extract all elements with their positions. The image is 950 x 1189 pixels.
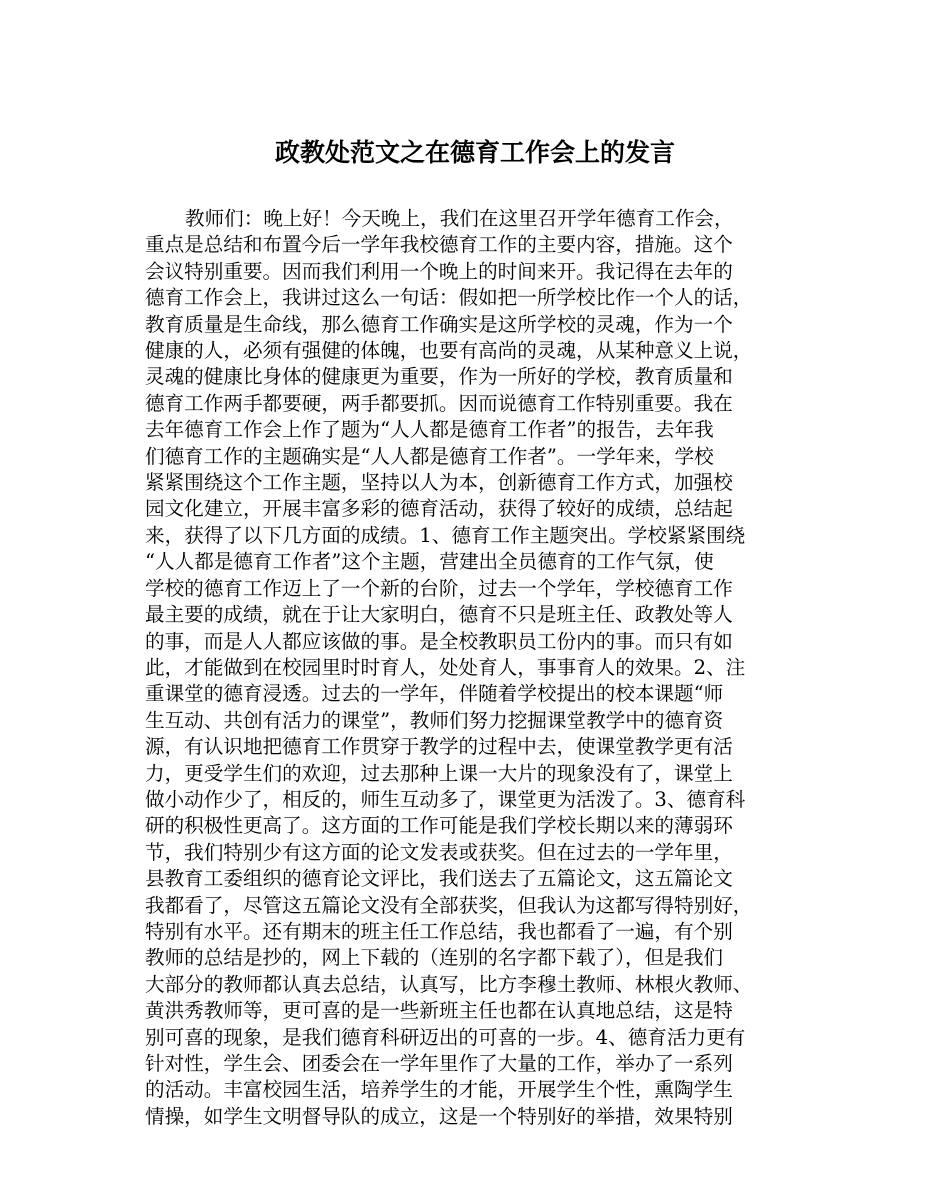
paragraph-line: 紧紧围绕这个工作主题，坚持以人为本，创新德育工作方式，加强校: [145, 471, 733, 495]
paragraph-line: 的活动。丰富校园生活，培养学生的才能，开展学生个性，熏陶学生: [145, 1078, 733, 1102]
paragraph-line: 重课堂的德育浸透。过去的一学年，伴随着学校提出的校本课题“师: [145, 682, 724, 706]
paragraph-line: 源，有认识地把德育工作贯穿于教学的过程中去，使课堂教学更有活: [145, 735, 733, 759]
paragraph-line: 此，才能做到在校园里时时育人，处处育人，事事育人的效果。2、注: [145, 655, 746, 679]
paragraph-line: 特别有水平。还有期末的班主任工作总结，我也都看了一遍，有个别: [145, 919, 733, 943]
paragraph-line: 灵魂的健康比身体的健康更为重要，作为一所好的学校，教育质量和: [145, 365, 733, 389]
paragraph-line: 黄洪秀教师等，更可喜的是一些新班主任也都在认真地总结，这是特: [145, 999, 733, 1023]
paragraph-line: 县教育工委组织的德育论文评比，我们送去了五篇论文，这五篇论文: [145, 867, 733, 891]
paragraph-line: 情操，如学生文明督导队的成立，这是一个特别好的举措，效果特别: [145, 1104, 733, 1128]
paragraph-line: 的事，而是人人都应该做的事。是全校教职员工份内的事。而只有如: [145, 629, 733, 653]
paragraph-line: 德育工作会上，我讲过这么一句话：假如把一所学校比作一个人的话，: [145, 286, 753, 310]
paragraph-line: 教育质量是生命线，那么德育工作确实是这所学校的灵魂，作为一个: [145, 312, 733, 336]
paragraph-line: 力，更受学生们的欢迎，过去那种上课一大片的现象没有了，课堂上: [145, 761, 733, 785]
paragraph-line: 节，我们特别少有这方面的论文发表或获奖。但在过去的一学年里，: [145, 840, 733, 864]
paragraph-line: 生互动、共创有活力的课堂”，教师们努力挖掘课堂教学中的德育资: [145, 708, 724, 732]
paragraph-line: 来，获得了以下几方面的成绩。1、德育工作主题突出。学校紧紧围绕: [145, 523, 746, 547]
paragraph-line: 学校的德育工作迈上了一个新的台阶，过去一个学年，学校德育工作: [145, 576, 733, 600]
paragraph-line: 德育工作两手都要硬，两手都要抓。因而说德育工作特别重要。我在: [145, 391, 733, 415]
paragraph-line: 园文化建立，开展丰富多彩的德育活动，获得了较好的成绩，总结起: [145, 497, 733, 521]
paragraph-line: 研的积极性更高了。这方面的工作可能是我们学校长期以来的薄弱环: [145, 814, 733, 838]
paragraph-line: 会议特别重要。因而我们利用一个晚上的时间来开。我记得在去年的: [145, 259, 733, 283]
paragraph-line: 教师们：晚上好！今天晚上，我们在这里召开学年德育工作会，: [185, 207, 734, 230]
paragraph-line: 教师的总结是抄的，网上下载的（连别的名字都下载了），但是我们: [145, 946, 724, 970]
paragraph-line: 做小动作少了，相反的，师生互动多了，课堂更为活泼了。3、德育科: [145, 787, 746, 811]
paragraph-line: 大部分的教师都认真去总结，认真写，比方李穆土教师、林根火教师、: [145, 972, 753, 996]
paragraph-line: 去年德育工作会上作了题为“人人都是德育工作者”的报告，去年我: [145, 418, 714, 442]
paragraph-line: 别可喜的现象，是我们德育科研迈出的可喜的一步。4、德育活力更有: [145, 1025, 746, 1049]
paragraph-line: “人人都是德育工作者”这个主题，营建出全员德育的工作气氛，使: [145, 550, 714, 574]
paragraph-line: 最主要的成绩，就在于让大家明白，德育不只是班主任、政教处等人: [145, 603, 733, 627]
paragraph-line: 我都看了，尽管这五篇论文没有全部获奖，但我认为这都写得特别好，: [145, 893, 753, 917]
paragraph-line: 针对性，学生会、团委会在一学年里作了大量的工作，举办了一系列: [145, 1052, 733, 1075]
paragraph-line: 们德育工作的主题确实是“人人都是德育工作者”。一学年来，学校: [145, 444, 714, 468]
document-body: [145, 206, 825, 1130]
paragraph-line: 重点是总结和布置今后一学年我校德育工作的主要内容，措施。这个: [145, 233, 733, 257]
document-title: 政教处范文之在德育工作会上的发言: [274, 138, 675, 167]
paragraph-line: 健康的人，必须有强健的体魄，也要有高尚的灵魂，从某种意义上说，: [145, 339, 753, 363]
